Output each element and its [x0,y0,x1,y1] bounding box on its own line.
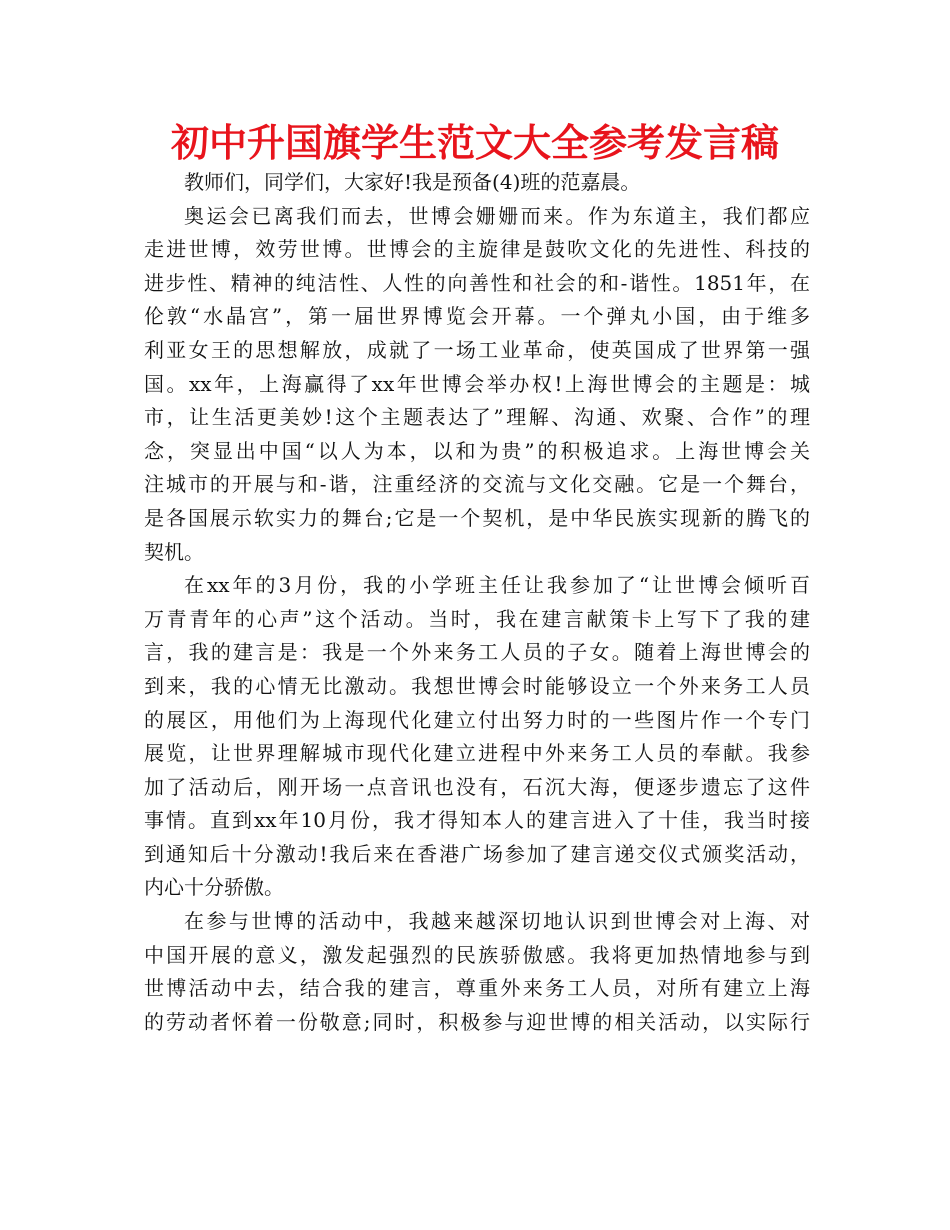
text-line: 展览，让世界理解城市现代化建立进程中外来务工人员的奉献。我参 [144,741,810,766]
text-line: 到来，我的心情无比激动。我想世博会时能够设立一个外来务工人员 [144,673,810,698]
text-line: 教师们，同学们，大家好!我是预备(4)班的范嘉晨。 [184,170,641,194]
text-line: 是各国展示软实力的舞台;它是一个契机，是中华民族实现新的腾飞的 [144,505,810,530]
text-line: 伦敦“水晶宫”，第一届世界博览会开幕。一个弹丸小国，由于维多 [144,304,810,329]
text-line: 加了活动后，刚开场一点音讯也没有，石沉大海，便逐步遗忘了这件 [144,774,810,799]
text-line: 世博活动中去，结合我的建言，尊重外来务工人员，对所有建立上海 [144,976,810,1001]
text-line: 中国开展的意义，激发起强烈的民族骄傲感。我将更加热情地参与到 [144,942,810,967]
text-line: 内心十分骄傲。 [144,875,284,900]
text-line: 利亚女王的思想解放，成就了一场工业革命，使英国成了世界第一强 [144,337,810,362]
text-line: 走进世博，效劳世博。世博会的主旋律是鼓吹文化的先进性、科技的 [144,237,810,262]
text-line: 的展区，用他们为上海现代化建立付出努力时的一些图片作一个专门 [144,707,810,732]
text-line: 言，我的建言是：我是一个外来务工人员的子女。随着上海世博会的 [144,640,810,665]
text-line: 契机。 [144,539,204,564]
text-line: 市，让生活更美妙!这个主题表达了”理解、沟通、欢聚、合作”的理 [144,405,810,430]
text-line: 到通知后十分激动!我后来在香港广场参加了建言递交仪式颁奖活动， [144,841,810,866]
text-line: 在xx年的3月份，我的小学班主任让我参加了“让世博会倾听百 [184,573,810,598]
text-line: 的劳动者怀着一份敬意;同时，积极参与迎世博的相关活动，以实际行 [144,1009,810,1034]
text-line: 国。xx年，上海赢得了xx年世博会举办权!上海世博会的主题是：城 [144,371,810,396]
text-line: 万青青年的心声”这个活动。当时，我在建言献策卡上写下了我的建 [144,606,810,631]
text-line: 念，突显出中国“以人为本，以和为贵”的积极追求。上海世博会关 [144,438,810,463]
document-title: 初中升国旗学生范文大全参考发言稿 [170,121,779,165]
text-line: 注城市的开展与和-谐，注重经济的交流与文化交融。它是一个舞台， [144,472,810,497]
document-body [144,166,810,1039]
text-line: 进步性、精神的纯洁性、人性的向善性和社会的和-谐性。1851年，在 [144,270,810,295]
text-line: 在参与世博的活动中，我越来越深切地认识到世博会对上海、对 [184,909,810,934]
text-line: 事情。直到xx年10月份，我才得知本人的建言进入了十佳，我当时接 [144,808,810,833]
text-line: 奥运会已离我们而去，世博会姗姗而来。作为东道主，我们都应 [184,203,810,228]
